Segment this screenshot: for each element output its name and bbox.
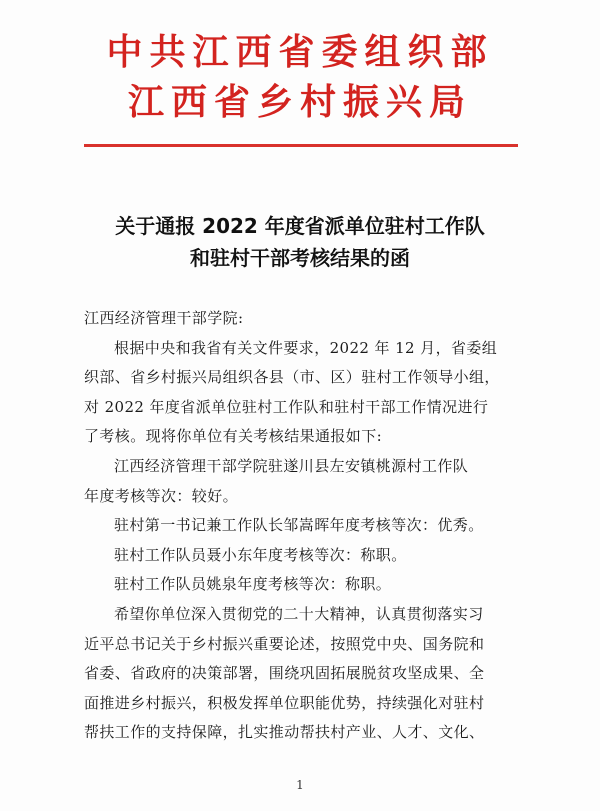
- paragraph-notice: [84, 334, 520, 452]
- paragraph-line: 面推进乡村振兴，积极发挥单位职能优势，持续强化对驻村: [84, 693, 485, 712]
- paragraph-line: 省委、省政府的决策部署，围绕巩固拓展脱贫攻坚成果、全: [84, 664, 485, 683]
- letterhead: [0, 28, 600, 128]
- paragraph-line: 驻村工作队员姚泉年度考核等次：称职。: [114, 575, 392, 594]
- document-title: [0, 210, 600, 274]
- title-line-2: 和驻村干部考核结果的函: [190, 246, 410, 270]
- salutation: 江西经济管理干部学院:: [84, 309, 244, 327]
- paragraph-team-result: [84, 452, 520, 511]
- paragraph-member-result: [84, 541, 520, 571]
- paragraph-expectation: [84, 600, 520, 748]
- document-body: [84, 304, 520, 748]
- letterhead-line-1: 中共江西省委组织部: [106, 32, 494, 73]
- paragraph-line: 希望你单位深入贯彻党的二十大精神，认真贯彻落实习: [114, 604, 484, 623]
- paragraph-line: 江西经济管理干部学院驻遂川县左安镇桃源村工作队: [114, 456, 469, 475]
- paragraph-line: 织部、省乡村振兴局组织各县（市、区）驻村工作领导小组，: [84, 368, 500, 387]
- paragraph-secretary-result: [84, 511, 520, 541]
- paragraph-member-result: [84, 570, 520, 600]
- paragraph-line: 年度考核等次：较好。: [84, 486, 239, 505]
- paragraph-line: 近平总书记关于乡村振兴重要论述，按照党中央、国务院和: [84, 634, 485, 653]
- red-divider-rule: [84, 144, 518, 147]
- paragraph-line: 驻村工作队员聂小东年度考核等次：称职。: [114, 545, 407, 564]
- title-line-1: 关于通报 2022 年度省派单位驻村工作队: [115, 214, 485, 238]
- letterhead-line-2: 江西省乡村振兴局: [127, 82, 472, 123]
- paragraph-line: 驻村第一书记兼工作队长邹嵩晖年度考核等次：优秀。: [114, 516, 484, 535]
- paragraph-line: 对 2022 年度省派单位驻村工作队和驻村干部工作情况进行: [84, 397, 489, 416]
- paragraph-line: 根据中央和我省有关文件要求，2022 年 12 月，省委组: [114, 338, 498, 357]
- paragraph-line: 帮扶工作的支持保障，扎实推动帮扶村产业、人才、文化、: [84, 723, 485, 742]
- paragraph-line: 了考核。现将你单位有关考核结果通报如下:: [84, 427, 383, 446]
- page-number: 1: [296, 778, 304, 792]
